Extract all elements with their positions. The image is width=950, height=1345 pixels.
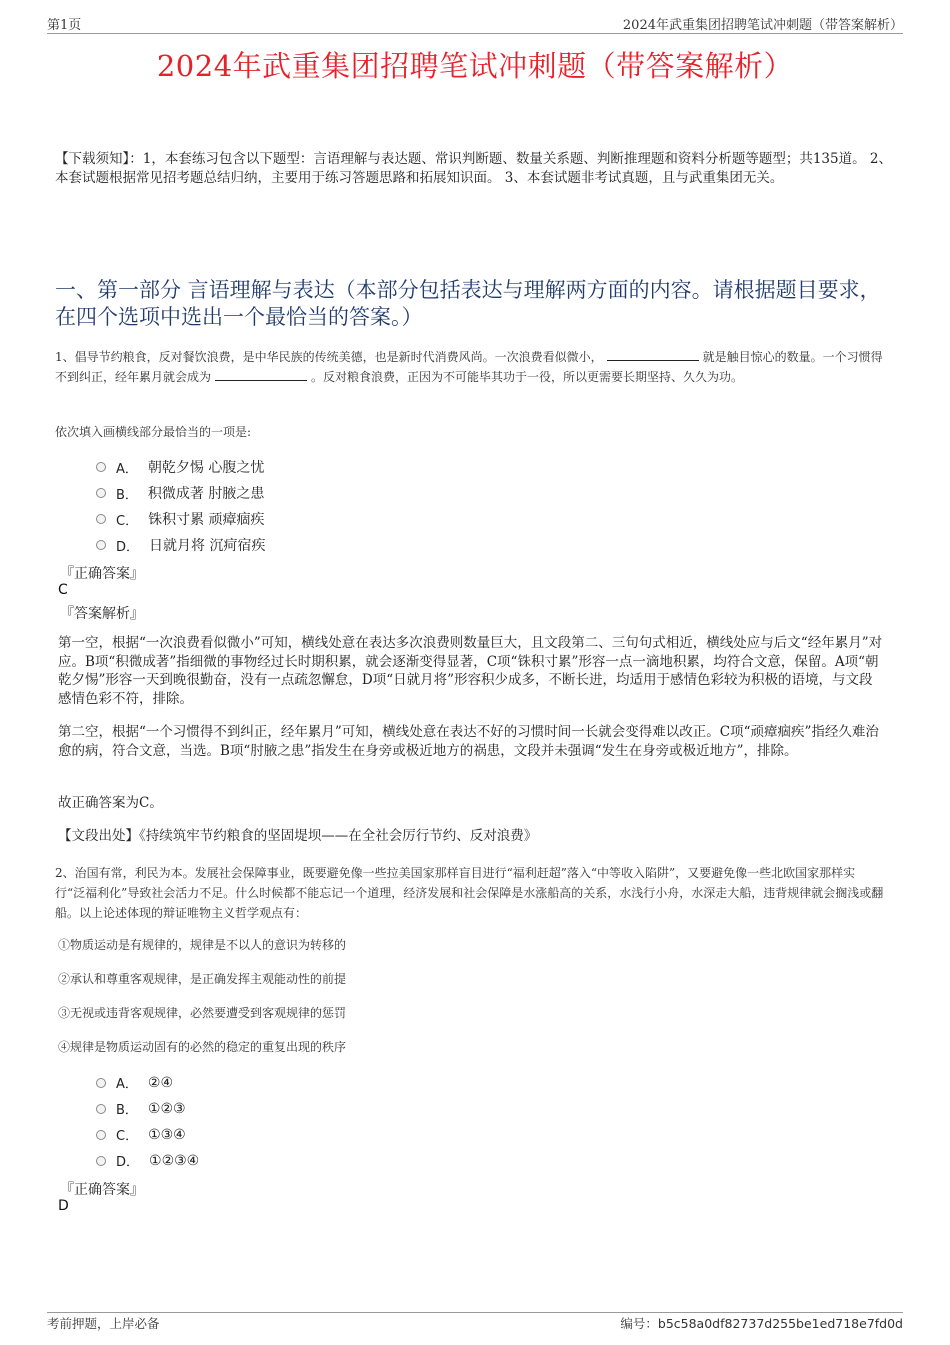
question-1-text — [55, 347, 885, 387]
option-text: ①②③ — [147, 1100, 186, 1117]
radio-button[interactable] — [96, 1078, 106, 1088]
question-2-option-d[interactable] — [96, 1151, 199, 1170]
question-1-text-part-a: 1、倡导节约粮食，反对餐饮浪费，是中华民族的传统美德，也是新时代消费风尚。一次浪费看似微小， — [55, 350, 603, 364]
analysis-label: 『答案解析』 — [60, 606, 144, 622]
option-text: 日就月将 沉疴宿疾 — [149, 538, 266, 554]
code-label: 编号： — [620, 1316, 658, 1331]
question-2-option-c[interactable] — [96, 1125, 186, 1144]
option-letter: D． — [116, 539, 140, 555]
option-text: ①③④ — [148, 1126, 186, 1143]
answer-value: D — [58, 1198, 69, 1214]
statement-3: ③无视或违背客观规律，必然要遭受到客观规律的惩罚 — [58, 1006, 347, 1020]
footer-document-code — [620, 1314, 903, 1332]
option-text: ②④ — [147, 1074, 174, 1091]
code-value: b5c58a0df82737d255be1ed718e7fd0d — [657, 1316, 903, 1331]
analysis-paragraph-2: 第二空，根据“一个习惯得不到纠正，经年累月”可知，横线处意在表达不好的习惯时间一长就会变得难以改正。C项“顽瘴痼疾”指经久难治愈的病，符合文意，当选。B项“肘腋之患”指发生在身旁或极近地方的祸患，文段并未强调“发生在身旁或极近地方”，排除。 — [58, 724, 879, 759]
footer-divider — [47, 1312, 903, 1313]
radio-button[interactable] — [96, 1130, 106, 1140]
question-2-option-b[interactable] — [96, 1099, 186, 1118]
option-text: 朝乾夕惕 心腹之忧 — [147, 460, 265, 476]
question-2-text: 2、治国有常，利民为本。发展社会保障事业，既要避免像一些拉美国家那样盲目进行“福利赶超”落入“中等收入陷阱”，又要避免像一些北欧国家那样实行“泛福利化”导致社会活力不足。什么时候都不能忘记一个道理，经济发展和社会保障是水涨船高的关系，水浅行小舟，水深走大船，违背规律就会搁浅或翻船。以上论述体现的辩证唯物主义哲学观点有： — [55, 866, 884, 920]
statement-2: ②承认和尊重客观规律，是正确发挥主观能动性的前提 — [58, 972, 347, 986]
page-title: 2024年武重集团招聘笔试冲刺题（带答案解析） — [156, 49, 794, 83]
analysis-conclusion: 故正确答案为C。 — [58, 795, 163, 811]
option-letter: D． — [116, 1155, 140, 1170]
option-letter: B． — [116, 1103, 138, 1118]
question-1-text-part-c: 。反对粮食浪费，正因为不可能毕其功于一役，所以更需要长期坚持、久久为功。 — [311, 370, 744, 384]
statement-1: ①物质运动是有规律的，规律是不以人的意识为转移的 — [58, 938, 347, 952]
statement-4: ④规律是物质运动固有的必然的稳定的重复出现的秩序 — [58, 1040, 347, 1054]
option-letter: A． — [116, 461, 138, 477]
section-heading: 一、第一部分 言语理解与表达（本部分包括表达与理解两方面的内容。请根据题目要求，在四个选项中选出一个最恰当的答案。） — [55, 278, 881, 329]
radio-button[interactable] — [96, 488, 106, 498]
radio-button[interactable] — [96, 540, 106, 550]
header-page-number: 第1页 — [47, 18, 82, 33]
radio-button[interactable] — [96, 1156, 106, 1166]
question-2-option-a[interactable] — [96, 1073, 173, 1092]
passage-source: 【文段出处】《持续筑牢节约粮食的坚固堤坝——在全社会厉行节约、反对浪费》 — [58, 828, 538, 844]
footer-slogan: 考前押题，上岸必备 — [47, 1316, 160, 1331]
option-text: 积微成著 肘腋之患 — [147, 486, 265, 502]
radio-button[interactable] — [96, 514, 106, 524]
option-text: ①②③④ — [149, 1152, 200, 1169]
question-1-prompt: 依次填入画横线部分最恰当的一项是: — [55, 425, 252, 439]
header-divider — [47, 33, 903, 34]
answer-label: 『正确答案』 — [60, 1182, 144, 1198]
answer-label: 『正确答案』 — [60, 566, 144, 582]
question-1-option-d[interactable] — [96, 535, 265, 555]
question-1-option-a[interactable] — [96, 457, 264, 477]
option-letter: A． — [116, 1077, 138, 1092]
answer-value: C — [58, 582, 68, 598]
question-1-option-b[interactable] — [96, 483, 264, 503]
download-notice: 【下载须知】：1，本套练习包含以下题型：言语理解与表达题、常识判断题、数量关系题、判断推理题和资料分析题等题型；共135道。 2、本套试题根据常见招考题总结归纳，主要用于练习答题思路和拓展知识面。 3、本套试题非考试真题，且与武重集团无关。 — [55, 151, 892, 186]
analysis-paragraph-1: 第一空，根据“一次浪费看似微小”可知，横线处意在表达多次浪费则数量巨大，且文段第二、三句句式相近，横线处应与后文“经年累月”对应。B项“积微成著”指细微的事物经过长时期积累，就会逐渐变得显著，C项“铢积寸累”形容一点一滴地积累，均符合文意，保留。A项“朝乾夕惕”形容一天到晚很勤奋，没有一点疏忽懈怠，D项“日就月将”形容积少成多，不断长进，均适用于感情色彩较为积极的语境，与文段感情色彩不符，排除。 — [58, 635, 883, 707]
option-text: 铢积寸累 顽瘴痼疾 — [148, 512, 265, 528]
option-letter: C． — [116, 1129, 139, 1144]
header-doc-title: 2024年武重集团招聘笔试冲刺题（带答案解析） — [622, 18, 903, 33]
fill-blank-1 — [607, 348, 699, 361]
option-letter: C． — [116, 513, 139, 529]
option-letter: B． — [116, 487, 138, 503]
radio-button[interactable] — [96, 462, 106, 472]
fill-blank-2 — [215, 368, 307, 381]
question-1-text-part-b: 就是触目惊心的数量。一个习惯得不到纠正，经年累月就会成为 — [55, 350, 883, 384]
radio-button[interactable] — [96, 1104, 106, 1114]
question-1-option-c[interactable] — [96, 509, 265, 529]
